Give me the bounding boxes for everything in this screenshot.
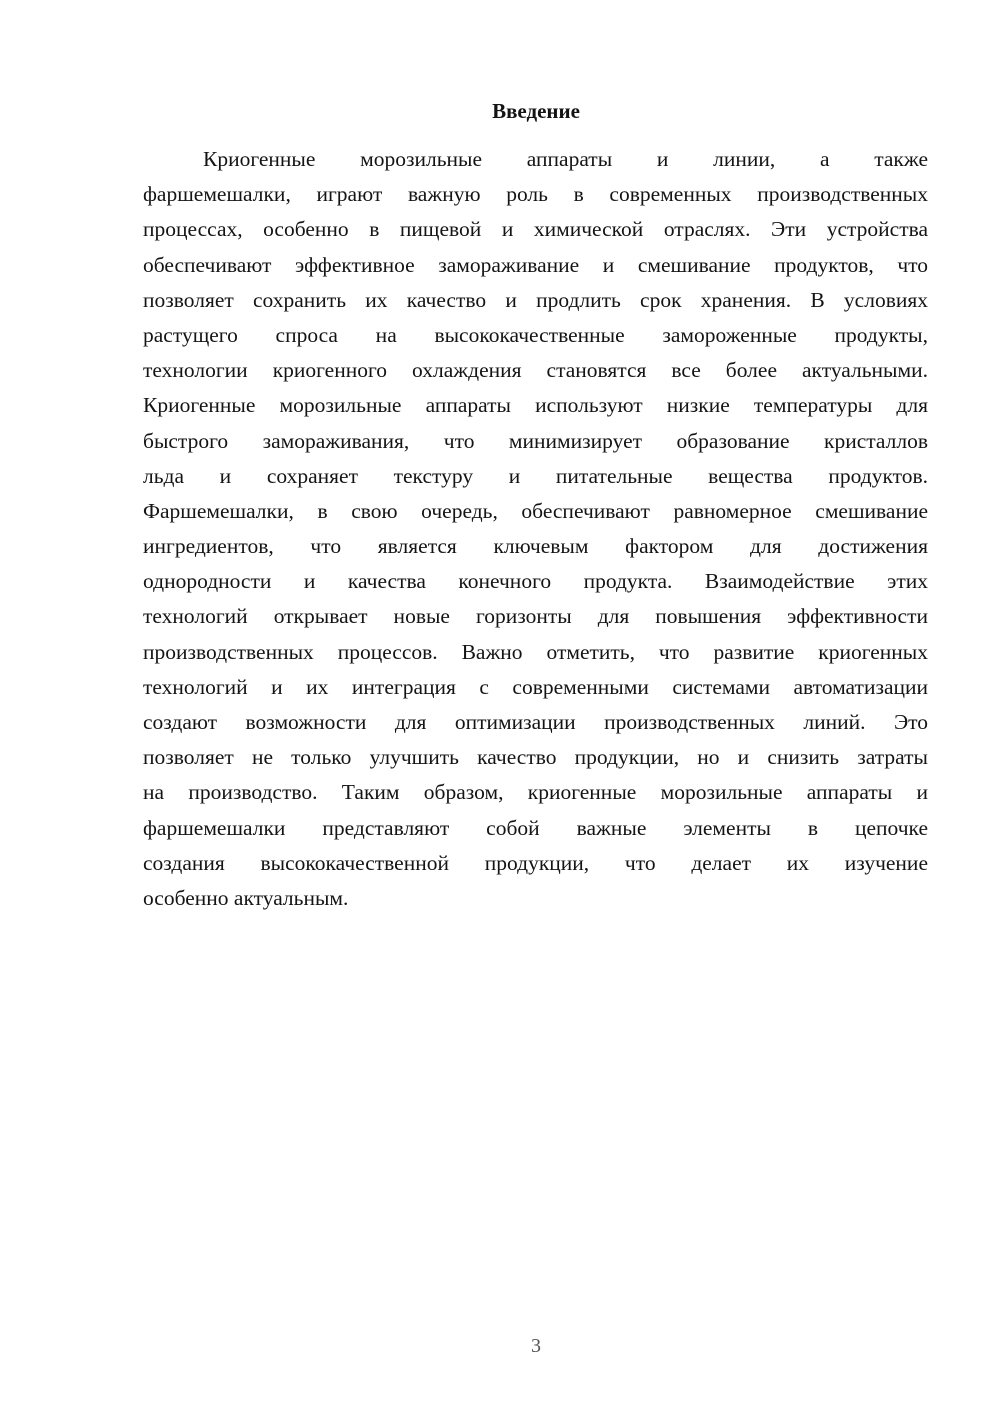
paragraph-line: технологии криогенного охлаждения становятся все более актуальными. (143, 358, 928, 383)
paragraph-line: ингредиентов, что является ключевым фактором для достижения (143, 534, 928, 559)
paragraph-line: Криогенные морозильные аппараты используют низкие температуры для (143, 393, 928, 418)
paragraph-line: Фаршемешалки, в свою очередь, обеспечивают равномерное смешивание (143, 498, 928, 523)
paragraph-line: создают возможности для оптимизации производственных линий. Это (143, 710, 928, 734)
paragraph-line: особенно актуальным. (143, 885, 349, 910)
paragraph-line: производственных процессов. Важно отметить, что развитие криогенных (143, 639, 928, 664)
paragraph-line: позволяет сохранить их качество и продлить срок хранения. В условиях (143, 287, 928, 312)
introduction-paragraph (143, 142, 928, 916)
section-heading: Введение (492, 99, 580, 123)
paragraph-line: льда и сохраняет текстуру и питательные вещества продуктов. (143, 463, 928, 488)
paragraph-line: технологий и их интеграция с современными системами автоматизации (143, 674, 928, 699)
page-number: 3 (531, 1335, 541, 1357)
paragraph-line: процессах, особенно в пищевой и химической отраслях. Эти устройства (143, 217, 928, 242)
paragraph-line: технологий открывает новые горизонты для повышения эффективности (143, 604, 928, 629)
paragraph-line: на производство. Таким образом, криогенные морозильные аппараты и (143, 780, 928, 805)
paragraph-line: фаршемешалки представляют собой важные элементы в цепочке (143, 815, 928, 840)
paragraph-line: Криогенные морозильные аппараты и линии, а также (203, 147, 928, 171)
paragraph-line: быстрого замораживания, что минимизирует образование кристаллов (143, 428, 928, 453)
paragraph-line: создания высококачественной продукции, что делает их изучение (143, 850, 928, 875)
paragraph-line: растущего спроса на высококачественные замороженные продукты, (143, 322, 928, 347)
paragraph-line: позволяет не только улучшить качество продукции, но и снизить затраты (143, 745, 928, 770)
paragraph-line: обеспечивают эффективное замораживание и смешивание продуктов, что (143, 252, 928, 277)
paragraph-line: фаршемешалки, играют важную роль в современных производственных (143, 182, 928, 207)
paragraph-line: однородности и качества конечного продукта. Взаимодействие этих (143, 569, 928, 594)
